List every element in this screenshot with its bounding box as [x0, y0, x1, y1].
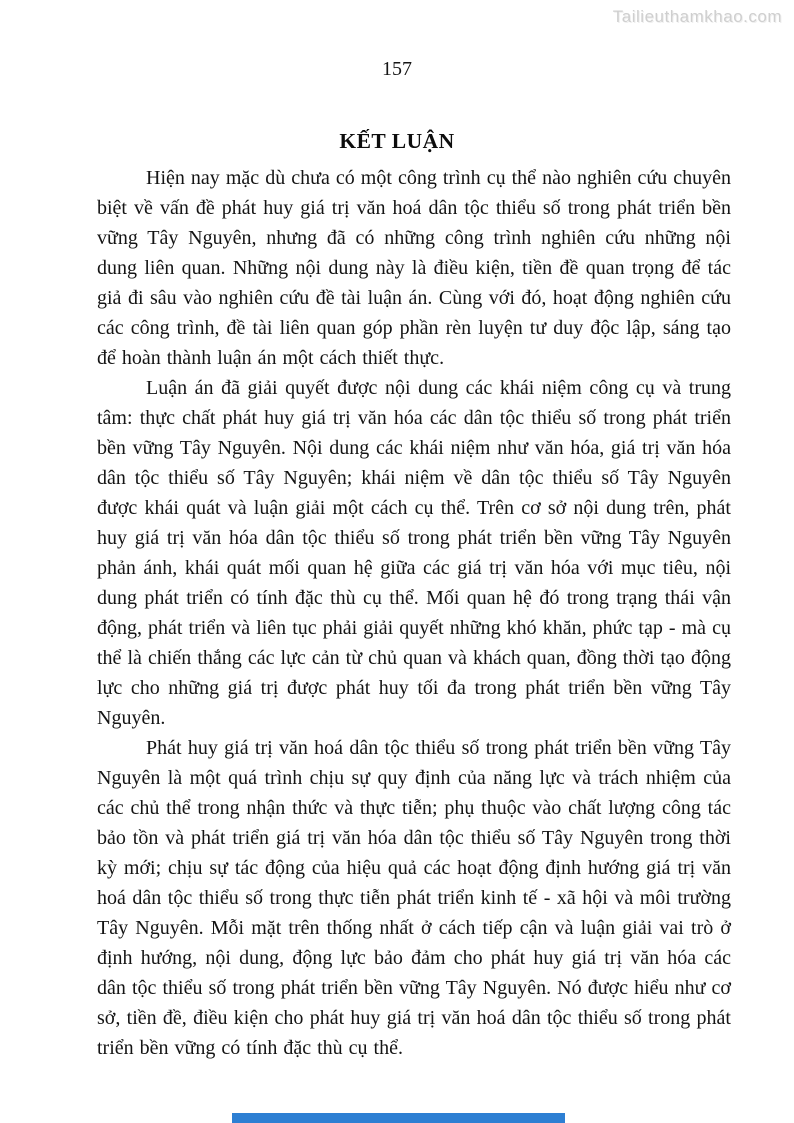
paragraph-3: Phát huy giá trị văn hoá dân tộc thiểu số trong phát triển bền vững Tây Nguyên là một quá trình chịu sự quy định của năng lực và trách nhiệm của các chủ thể trong nhận thức và thực tiễn; phụ thuộc vào chất lượng công tác bảo tồn và phát triển giá trị văn hóa dân tộc thiểu số Tây Nguyên trong thời kỳ mới; chịu sự tác động của hiệu quả các hoạt động định hướng giá trị văn hoá dân tộc thiểu số trong thực tiễn phát triển kinh tế - xã hội và môi trường Tây Nguyên. Mỗi mặt trên thống nhất ở cách tiếp cận và luận giải vai trò ở định hướng, nội dung, động lực bảo đảm cho phát huy giá trị văn hóa các dân tộc thiểu số trong phát triển bền vững Tây Nguyên. Nó được hiểu như cơ sở, tiền đề, điều kiện cho phát huy giá trị văn hoá dân tộc thiểu số trong phát triển bền vững có tính đặc thù cụ thể.	[97, 737, 731, 1059]
page-title: KẾT LUẬN	[339, 129, 455, 153]
footer-progress-bar	[232, 1113, 565, 1123]
watermark-text: Tailieuthamkhao.com	[612, 7, 782, 26]
document-body	[97, 163, 731, 1063]
page-number: 157	[382, 58, 412, 80]
paragraph-2: Luận án đã giải quyết được nội dung các khái niệm công cụ và trung tâm: thực chất phát huy giá trị văn hóa các dân tộc thiểu số trong phát triển bền vững Tây Nguyên. Nội dung các khái niệm như văn hóa, giá trị văn hóa dân tộc thiểu số Tây Nguyên; khái niệm về dân tộc thiểu số Tây Nguyên được khái quát và luận giải một cách cụ thể. Trên cơ sở nội dung trên, phát huy giá trị văn hóa dân tộc thiểu số trong phát triển bền vững Tây Nguyên phản ánh, khái quát mối quan hệ giữa các giá trị văn hóa với mục tiêu, nội dung phát triển có tính đặc thù cụ thể. Mối quan hệ đó trong trạng thái vận động, phát triển và liên tục phải giải quyết những khó khăn, phức tạp - mà cụ thể là chiến thắng các lực cản từ chủ quan và khách quan, đồng thời tạo động lực cho những giá trị được phát huy tối đa trong phát triển bền vững Tây Nguyên.	[97, 377, 731, 729]
paragraph-1: Hiện nay mặc dù chưa có một công trình cụ thể nào nghiên cứu chuyên biệt về vấn đề phát huy giá trị văn hoá dân tộc thiểu số trong phát triển bền vững Tây Nguyên, nhưng đã có những công trình nghiên cứu những nội dung liên quan. Những nội dung này là điều kiện, tiền đề quan trọng để tác giả đi sâu vào nghiên cứu đề tài luận án. Cùng với đó, hoạt động nghiên cứu các công trình, đề tài liên quan góp phần rèn luyện tư duy độc lập, sáng tạo để hoàn thành luận án một cách thiết thực.	[97, 167, 731, 369]
